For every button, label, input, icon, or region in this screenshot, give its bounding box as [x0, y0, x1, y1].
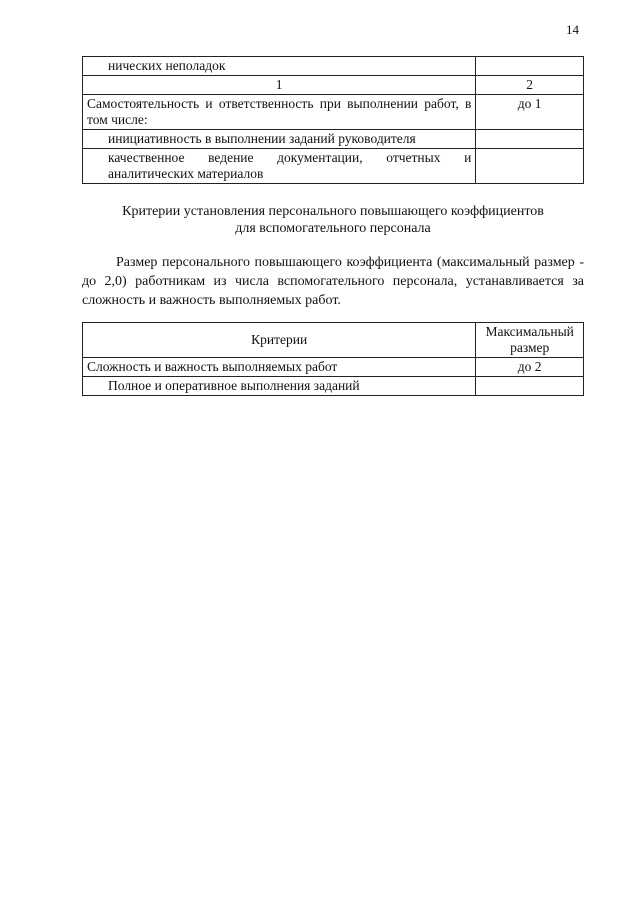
section-heading — [82, 203, 584, 237]
column-header: Максимальный размер — [476, 323, 584, 358]
table-row — [83, 76, 584, 95]
table-cell-value — [476, 57, 584, 76]
table-cell-value: до 2 — [476, 358, 584, 377]
table-row — [83, 95, 584, 130]
table-row — [83, 130, 584, 149]
table-row — [83, 358, 584, 377]
section-paragraph: Размер персонального повышающего коэффициента (максимальный размер - до 2,0) работникам из числа вспомогательного персонала, устанавливается за сложность и важность выполняемых работ. — [82, 255, 584, 308]
table-row — [83, 377, 584, 396]
column-number-cell: 2 — [476, 76, 584, 95]
table-cell-value — [476, 377, 584, 396]
table-row — [83, 57, 584, 76]
column-number-cell: 1 — [83, 76, 476, 95]
table-cell-value — [476, 149, 584, 184]
table-cell-criterion: качественное ведение документации, отчетных и аналитических материалов — [83, 149, 476, 184]
table-cell-value — [476, 130, 584, 149]
criteria-table — [82, 322, 584, 396]
table-cell-criterion: Полное и оперативное выполнения заданий — [83, 377, 476, 396]
table-row — [83, 149, 584, 184]
table-cell-criterion: Самостоятельность и ответственность при выполнении работ, в том числе: — [83, 95, 476, 130]
table-cell-value: до 1 — [476, 95, 584, 130]
table-cell-criterion: инициативность в выполнении заданий руководителя — [83, 130, 476, 149]
section-heading-line: для вспомогательного персонала — [235, 221, 431, 236]
column-header: Критерии — [83, 323, 476, 358]
table-cell-criterion: Сложность и важность выполняемых работ — [83, 358, 476, 377]
table-cell-criterion: нических неполадок — [83, 57, 476, 76]
section-heading-line: Критерии установления персонального повышающего коэффициентов — [122, 204, 544, 219]
table-header-row — [83, 323, 584, 358]
criteria-table-continued — [82, 56, 584, 184]
page-number: 14 — [566, 22, 579, 37]
